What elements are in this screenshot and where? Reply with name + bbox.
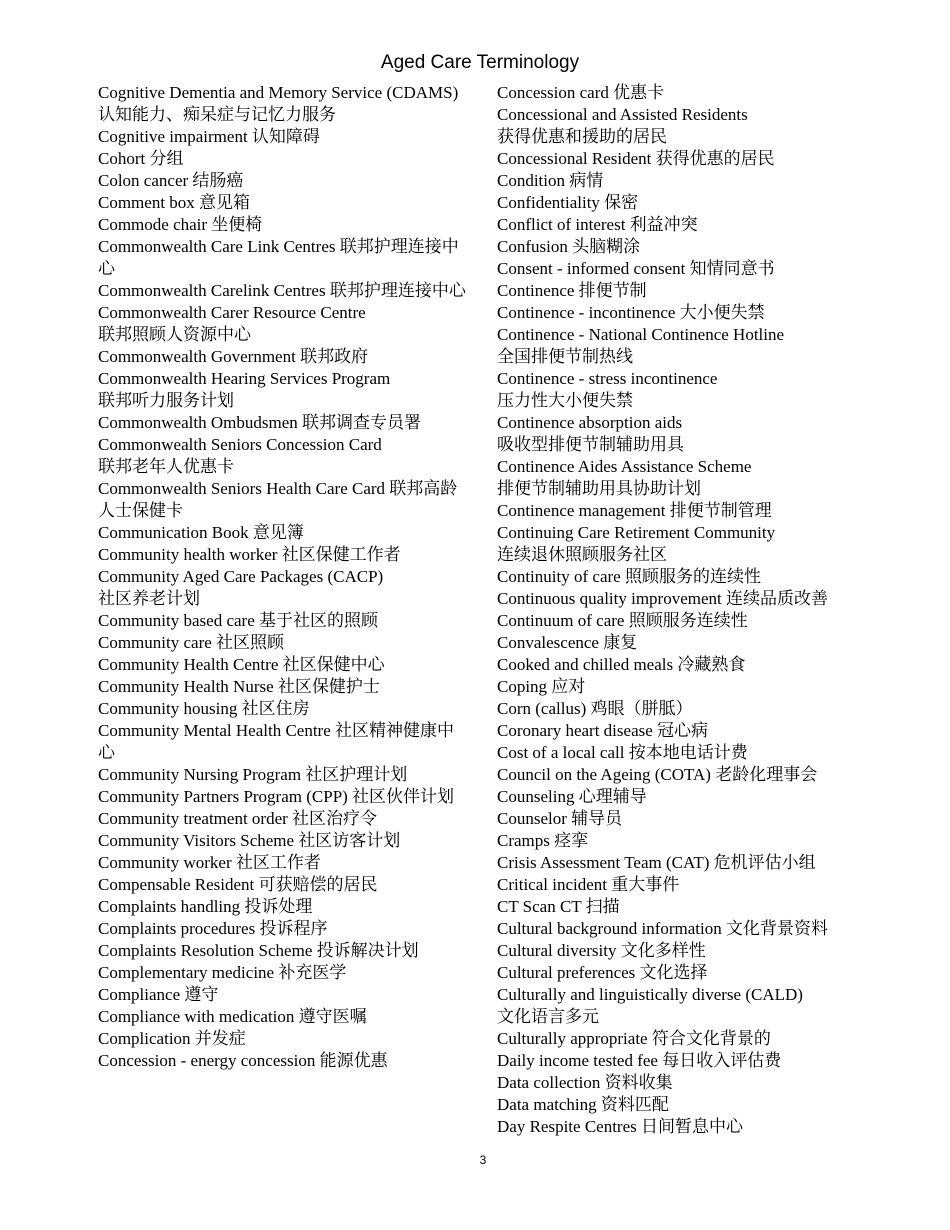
glossary-entry: Compliance 遵守 <box>98 985 219 1004</box>
glossary-entry: Complaints procedures 投诉程序 <box>98 919 328 938</box>
glossary-entry: Commonwealth Ombudsmen 联邦调查专员署 <box>98 413 421 432</box>
glossary-entry: Commonwealth Seniors Health Care Card 联邦高龄人士保健卡 <box>98 479 458 520</box>
glossary-entry: Community based care 基于社区的照顾 <box>98 611 378 630</box>
glossary-entry: Continuum of care 照顾服务连续性 <box>497 611 748 630</box>
glossary-entry: Cost of a local call 按本地电话计费 <box>497 743 748 762</box>
glossary-entry: Commonwealth Seniors Concession Card <box>98 435 382 454</box>
glossary-entry: Concessional Resident 获得优惠的居民 <box>497 149 775 168</box>
glossary-entry: Day Respite Centres 日间暂息中心 <box>497 1117 743 1136</box>
right-column <box>497 82 867 1138</box>
glossary-entry: 联邦听力服务计划 <box>98 391 234 410</box>
glossary-entry: Concession - energy concession 能源优惠 <box>98 1051 388 1070</box>
glossary-entry: Continuous quality improvement 连续品质改善 <box>497 589 829 608</box>
glossary-entry: Continence Aides Assistance Scheme <box>497 457 752 476</box>
glossary-entry: Cultural background information 文化背景资料 <box>497 919 828 938</box>
glossary-entry: Continuing Care Retirement Community <box>497 523 776 542</box>
glossary-entry: Continence absorption aids <box>497 413 683 432</box>
glossary-entry: Corn (callus) 鸡眼（胼胝） <box>497 699 693 718</box>
glossary-entry: Colon cancer 结肠癌 <box>98 171 244 190</box>
glossary-entry: Community Visitors Scheme 社区访客计划 <box>98 831 401 850</box>
glossary-entry: Coronary heart disease 冠心病 <box>497 721 709 740</box>
glossary-entry: Data collection 资料收集 <box>497 1073 673 1092</box>
glossary-entry: Community health worker 社区保健工作者 <box>98 545 401 564</box>
glossary-entry: Complaints handling 投诉处理 <box>98 897 313 916</box>
glossary-entry: Continence management 排便节制管理 <box>497 501 772 520</box>
glossary-entry: Consent - informed consent 知情同意书 <box>497 259 775 278</box>
glossary-entry: 全国排便节制热线 <box>497 347 633 366</box>
glossary-entry: Daily income tested fee 每日收入评估费 <box>497 1051 782 1070</box>
glossary-entry: Culturally and linguistically diverse (CALD) <box>497 985 803 1004</box>
glossary-entry: Cultural preferences 文化选择 <box>497 963 708 982</box>
glossary-entry: Community Partners Program (CPP) 社区伙伴计划 <box>98 787 455 806</box>
glossary-entry: 文化语言多元 <box>497 1007 599 1026</box>
glossary-entry: Cooked and chilled meals 冷藏熟食 <box>497 655 746 674</box>
page-title: Aged Care Terminology <box>380 52 580 73</box>
glossary-entry: Cognitive impairment 认知障碍 <box>98 127 320 146</box>
glossary-entry: Community Health Nurse 社区保健护士 <box>98 677 380 696</box>
glossary-entry: Cohort 分组 <box>98 149 184 168</box>
glossary-entry: Compensable Resident 可获赔偿的居民 <box>98 875 378 894</box>
glossary-entry: CT Scan CT 扫描 <box>497 897 620 916</box>
glossary-entry: Commonwealth Government 联邦政府 <box>98 347 369 366</box>
glossary-entry: Community worker 社区工作者 <box>98 853 321 872</box>
glossary-entry: Coping 应对 <box>497 677 586 696</box>
glossary-entry: Community Health Centre 社区保健中心 <box>98 655 385 674</box>
glossary-entry: Communication Book 意见簿 <box>98 523 304 542</box>
glossary-entry: Culturally appropriate 符合文化背景的 <box>497 1029 771 1048</box>
glossary-entry: 联邦老年人优惠卡 <box>98 457 234 476</box>
glossary-entry: Council on the Ageing (COTA) 老龄化理事会 <box>497 765 818 784</box>
glossary-entry: Commode chair 坐便椅 <box>98 215 263 234</box>
glossary-entry: Critical incident 重大事件 <box>497 875 680 894</box>
glossary-entry: Confusion 头脑糊涂 <box>497 237 641 256</box>
glossary-entry: Crisis Assessment Team (CAT) 危机评估小组 <box>497 853 816 872</box>
glossary-entry: Community treatment order 社区治疗令 <box>98 809 378 828</box>
glossary-entry: Community Aged Care Packages (CACP) <box>98 567 384 586</box>
glossary-entry: Counseling 心理辅导 <box>497 787 647 806</box>
glossary-entry: Cognitive Dementia and Memory Service (CDAMS) <box>98 83 459 102</box>
glossary-entry: Commonwealth Carelink Centres 联邦护理连接中心 <box>98 281 466 300</box>
glossary-entry: Conflict of interest 利益冲突 <box>497 215 698 234</box>
glossary-entry: Commonwealth Hearing Services Program <box>98 369 391 388</box>
glossary-entry: Compliance with medication 遵守医嘱 <box>98 1007 367 1026</box>
glossary-entry: Community housing 社区住房 <box>98 699 310 718</box>
glossary-entry: Cultural diversity 文化多样性 <box>497 941 706 960</box>
glossary-entry: 认知能力、痴呆症与记忆力服务 <box>98 105 336 124</box>
glossary-entry: 获得优惠和援助的居民 <box>497 127 667 146</box>
glossary-entry: Data matching 资料匹配 <box>497 1095 669 1114</box>
glossary-entry: 压力性大小便失禁 <box>497 391 633 410</box>
glossary-entry: Complaints Resolution Scheme 投诉解决计划 <box>98 941 419 960</box>
glossary-entry: Comment box 意见箱 <box>98 193 251 212</box>
glossary-entry: Continuity of care 照顾服务的连续性 <box>497 567 761 586</box>
glossary-entry: Continence 排便节制 <box>497 281 647 300</box>
glossary-entry: 排便节制辅助用具协助计划 <box>497 479 701 498</box>
glossary-entry: Complication 并发症 <box>98 1029 246 1048</box>
glossary-entry: Complementary medicine 补充医学 <box>98 963 347 982</box>
glossary-entry: Convalescence 康复 <box>497 633 638 652</box>
glossary-entry: Commonwealth Care Link Centres 联邦护理连接中心 <box>98 237 459 278</box>
glossary-entry: Continence - National Continence Hotline <box>497 325 785 344</box>
glossary-entry: Continence - stress incontinence <box>497 369 718 388</box>
glossary-entry: Condition 病情 <box>497 171 604 190</box>
glossary-entry: Counselor 辅导员 <box>497 809 623 828</box>
glossary-entry: Community Nursing Program 社区护理计划 <box>98 765 408 784</box>
glossary-entry: Continence - incontinence 大小便失禁 <box>497 303 765 322</box>
glossary-entry: Community Mental Health Centre 社区精神健康中心 <box>98 721 455 762</box>
glossary-entry: 吸收型排便节制辅助用具 <box>497 435 684 454</box>
glossary-entry: Cramps 痉挛 <box>497 831 589 850</box>
left-column <box>98 82 470 1072</box>
glossary-entry: Concessional and Assisted Residents <box>497 105 748 124</box>
glossary-entry: Confidentiality 保密 <box>497 193 639 212</box>
glossary-entry: 社区养老计划 <box>98 589 200 608</box>
glossary-entry: Commonwealth Carer Resource Centre <box>98 303 366 322</box>
glossary-entry: 连续退休照顾服务社区 <box>497 545 667 564</box>
glossary-entry: 联邦照顾人资源中心 <box>98 325 251 344</box>
glossary-entry: Community care 社区照顾 <box>98 633 285 652</box>
glossary-entry: Concession card 优惠卡 <box>497 83 665 102</box>
page-number: 3 <box>479 1153 487 1167</box>
